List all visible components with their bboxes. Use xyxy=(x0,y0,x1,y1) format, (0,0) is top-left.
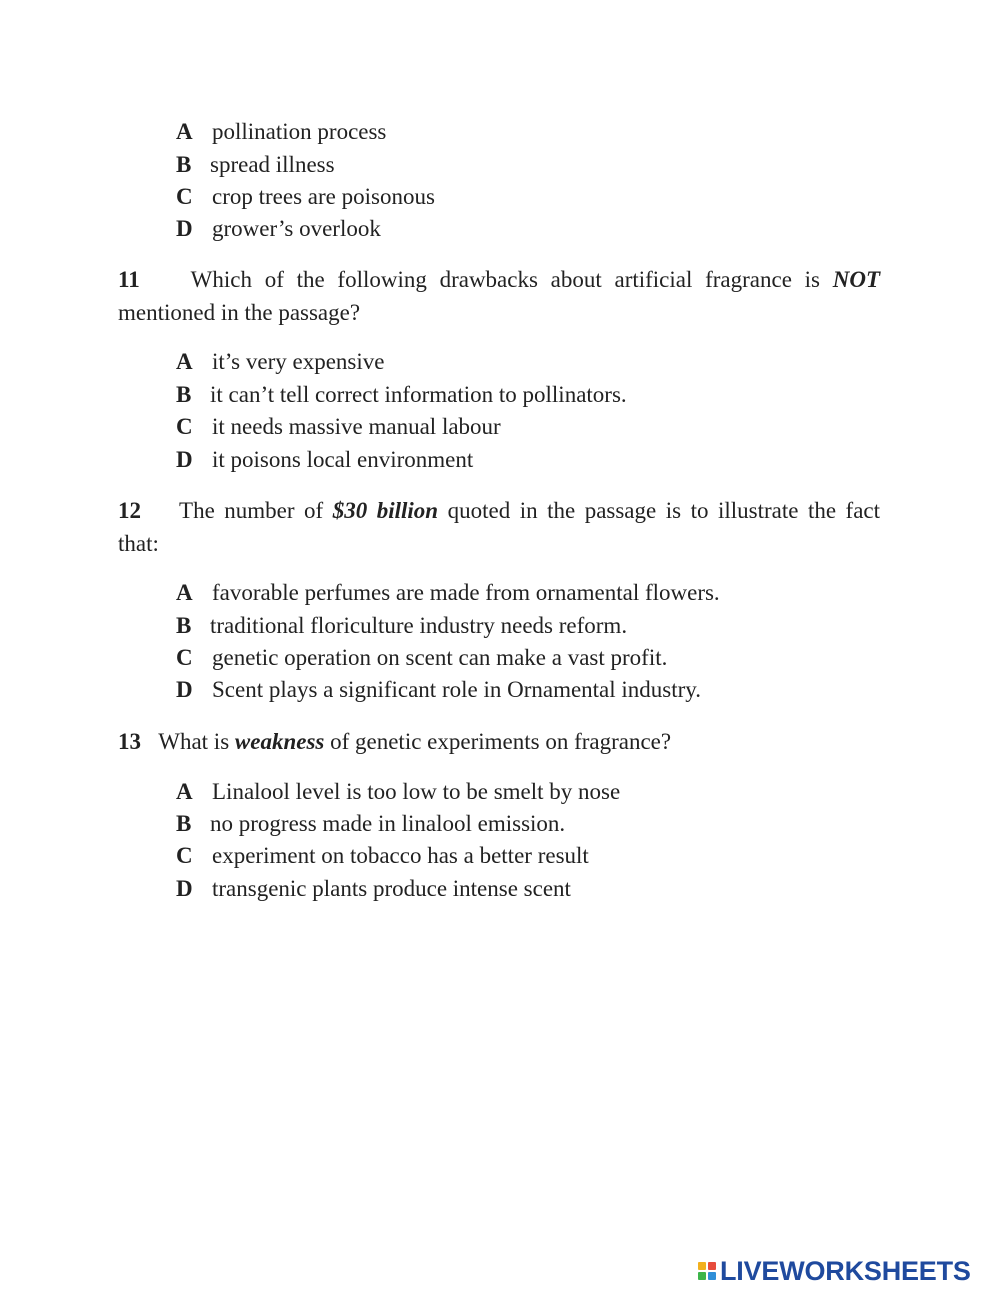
question-12-line1 xyxy=(118,494,880,527)
option-text: transgenic plants produce intense scent xyxy=(212,876,571,901)
question-number: 13 xyxy=(118,729,141,754)
question-emphasis: weakness xyxy=(234,729,325,754)
option-text: traditional floriculture industry needs reform. xyxy=(210,613,628,638)
option-12-b[interactable] xyxy=(176,612,627,640)
option-text: pollination process xyxy=(212,119,387,144)
question-11-line1 xyxy=(118,263,880,296)
option-12-c[interactable] xyxy=(176,644,667,672)
option-11-c[interactable] xyxy=(176,413,501,441)
option-text: it’s very expensive xyxy=(212,349,385,374)
option-13-c[interactable] xyxy=(176,842,589,870)
option-letter: D xyxy=(176,216,193,241)
option-letter: C xyxy=(176,414,193,439)
liveworksheets-logo[interactable] xyxy=(698,1256,971,1286)
option-letter: B xyxy=(176,152,192,177)
option-letter: A xyxy=(176,580,193,605)
question-emphasis: NOT xyxy=(832,267,881,292)
option-text: crop trees are poisonous xyxy=(212,184,435,209)
option-10-a[interactable] xyxy=(176,118,386,146)
question-number: 11 xyxy=(118,267,140,292)
question-text-continued: of genetic experiments on fragrance? xyxy=(330,729,672,754)
option-text: favorable perfumes are made from ornamental flowers. xyxy=(212,580,720,605)
option-text: genetic operation on scent can make a vast profit. xyxy=(212,645,668,670)
logo-square-4 xyxy=(708,1272,716,1280)
question-12 xyxy=(118,494,880,560)
option-letter: A xyxy=(176,779,193,804)
option-12-a[interactable] xyxy=(176,579,720,607)
option-12-d[interactable] xyxy=(176,676,701,704)
option-letter: D xyxy=(176,876,193,901)
option-13-a[interactable] xyxy=(176,778,620,806)
logo-text: LIVEWORKSHEETS xyxy=(720,1255,971,1286)
option-letter: B xyxy=(176,613,192,638)
question-text-continued: that: xyxy=(118,531,159,556)
option-letter: C xyxy=(176,843,193,868)
option-text: it can’t tell correct information to pollinators. xyxy=(210,382,627,407)
question-text-middle: quoted in the passage is to illustrate the fact xyxy=(447,498,881,523)
option-letter: B xyxy=(176,811,192,836)
option-text: no progress made in linalool emission. xyxy=(210,811,566,836)
option-text: grower’s overlook xyxy=(212,216,381,241)
option-text: experiment on tobacco has a better result xyxy=(212,843,589,868)
option-11-b[interactable] xyxy=(176,381,627,409)
option-10-c[interactable] xyxy=(176,183,435,211)
question-13 xyxy=(118,725,880,758)
question-11 xyxy=(118,263,880,329)
option-letter: A xyxy=(176,349,193,374)
option-10-d[interactable] xyxy=(176,215,381,243)
option-text: Linalool level is too low to be smelt by nose xyxy=(212,779,621,804)
option-letter: D xyxy=(176,677,193,702)
option-letter: B xyxy=(176,382,192,407)
option-text: it needs massive manual labour xyxy=(212,414,501,439)
option-11-a[interactable] xyxy=(176,348,384,376)
question-text-continued: mentioned in the passage? xyxy=(118,300,361,325)
option-letter: C xyxy=(176,645,193,670)
question-text: The number of xyxy=(179,498,324,523)
logo-square-3 xyxy=(698,1272,706,1280)
option-text: Scent plays a significant role in Ornamental industry. xyxy=(212,677,702,702)
question-emphasis: $30 billion xyxy=(332,498,439,523)
option-letter: C xyxy=(176,184,193,209)
logo-square-1 xyxy=(698,1262,706,1270)
logo-square-2 xyxy=(708,1262,716,1270)
question-text: Which of the following drawbacks about artificial fragrance is xyxy=(190,267,820,292)
option-letter: D xyxy=(176,447,193,472)
option-10-b[interactable] xyxy=(176,151,335,179)
option-text: spread illness xyxy=(210,152,335,177)
option-13-d[interactable] xyxy=(176,875,571,903)
question-text: What is xyxy=(158,729,230,754)
option-11-d[interactable] xyxy=(176,446,473,474)
option-text: it poisons local environment xyxy=(212,447,474,472)
logo-grid-icon xyxy=(698,1262,716,1280)
option-13-b[interactable] xyxy=(176,810,565,838)
question-number: 12 xyxy=(118,498,141,523)
option-letter: A xyxy=(176,119,193,144)
